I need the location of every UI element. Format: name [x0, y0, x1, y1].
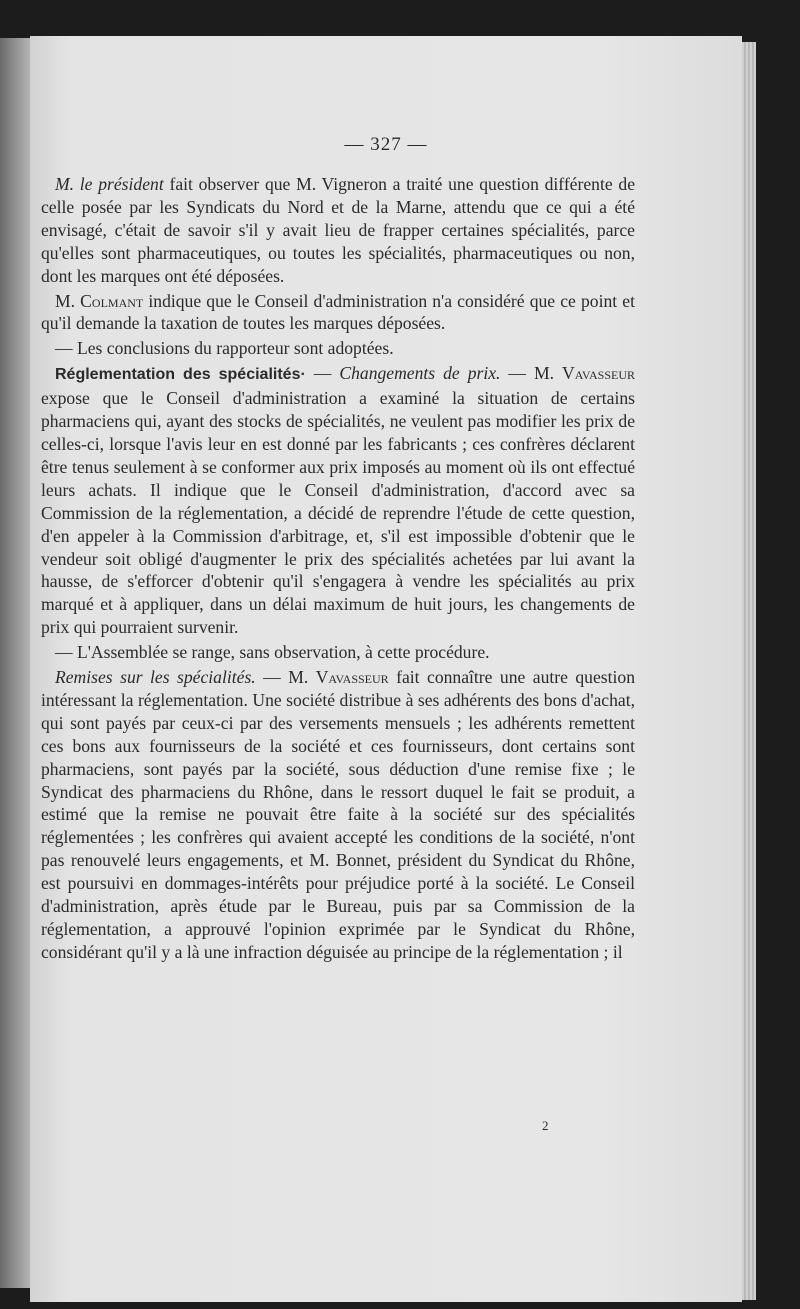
speaker-vavasseur-2: Vavasseur: [315, 667, 389, 688]
paragraph-reglementation: Réglementation des spécialités· — Changements de prix. — M. Vavasseur expose que le Conseil d'administration a examiné la situation de certains pharmaciens qui, ayant des stocks de spécialités, ne veulent pas modifier les prix de celles-ci, lorsque l'avis leur en est donné par les fabricants ; ces confrères déclarent être tenus seulement à se conformer aux prix imposés au moment où ils ont effectué leurs achats. Il indique que le Conseil d'administration, d'accord avec sa Commission de la réglementation, a décidé de reprendre l'étude de cette question, d'en appeler à la Commission d'arbitrage, et, s'il est impossible d'obtenir que le vendeur soit obligé d'augmenter le prix des spécialités achetées par lui avant la hausse, de s'efforcer d'obtenir qu'il s'engagera à vendre les spécialités au prix marqué et à appliquer, dans un délai maximum de huit jours, les changements de prix qui pourraient survenir.: [41, 363, 635, 638]
signature-mark: 2: [542, 1118, 549, 1133]
speaker-vavasseur: Vavasseur: [562, 363, 635, 384]
body-text: [41, 173, 635, 964]
facing-page-edge: [0, 38, 30, 1288]
section-subheading: Changements de prix.: [339, 363, 501, 384]
paragraph-president: M. le président fait observer que M. Vigneron a traité une question différente de celle posée par les Syndicats du Nord et de la Marne, attendu que ce qui a été envisagé, c'était de savoir s'il y avait lieu de frapper certaines spécialités, parce qu'elles sont pharmaceutiques, ou toutes les spécialités, pharmaceutiques ou non, dont les marques ont été déposées.: [41, 174, 635, 286]
paragraph-colmant: M. Colmant indique que le Conseil d'administration n'a considéré que ce point et qu'il demande la taxation de toutes les marques déposées.: [41, 290, 635, 334]
paragraph-remises: Remises sur les spécialités. — M. Vavasseur fait connaître une autre question intéressant la réglementation. Une société distribue à ses adhérents des bons d'achat, qui sont payés par ceux-ci par des versements mensuels ; les adhérents remettent ces bons aux fournisseurs de la société et ces fournisseurs, dont certains sont pharmaciens, sont payés par la société, sous déduction d'une remise fixe ; le Syndicat des pharmaciens du Rhône, dans le ressort duquel le fait se produit, a estimé que la remise ne pouvait être faite à la société sur des spécialités réglementées ; les confrères qui avaient accepté les conditions de la société, n'ont pas renouvelé leurs engagements, et M. Bonnet, président du Syndicat du Rhône, est poursuivi en dommages-intérêts pour préjudice porté à la société. Le Conseil d'administration, après étude par le Bureau, puis par sa Commission de la réglementation, a approuvé l'opinion exprimée par le Syndicat du Rhône, considérant qu'il y a là une infraction déguisée au principe de la réglementation ; il: [41, 667, 636, 962]
paragraph-conclusions: — Les conclusions du rapporteur sont adoptées.: [55, 338, 394, 359]
section-subheading-remises: Remises sur les spécialités.: [55, 667, 256, 688]
section-heading: Réglementation des spécialités·: [55, 366, 306, 384]
speaker-president: M. le président: [55, 174, 164, 194]
paragraph-assemblee: — L'Assemblée se range, sans observation, à cette procédure.: [55, 642, 490, 663]
page-number: — 327 —: [344, 134, 428, 155]
speaker-colmant: Colmant: [80, 290, 144, 311]
book-page: [30, 36, 742, 1302]
